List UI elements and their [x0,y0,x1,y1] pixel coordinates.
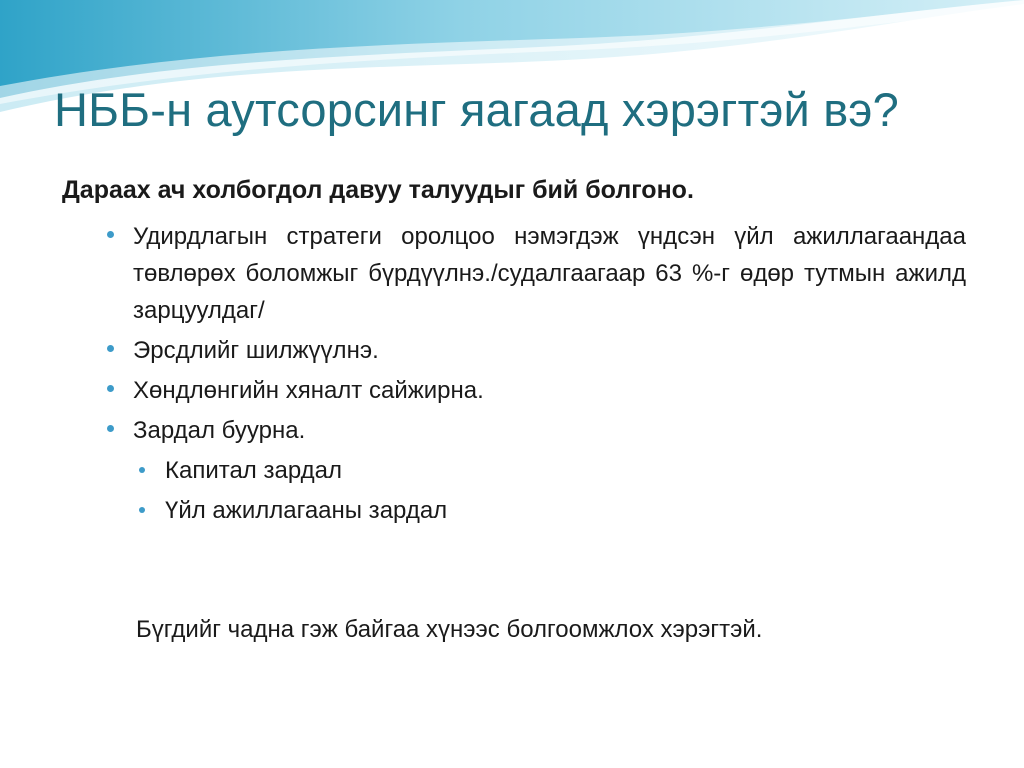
bullet-text: Хөндлөнгийн хяналт сайжирна. [133,377,484,404]
bullet-text: Эрсдлийг шилжүүлнэ. [133,337,379,364]
bullet-list [104,218,966,452]
bullet-icon [107,385,114,392]
bullet-icon [139,507,145,513]
closing-note: Бүгдийг чадна гэж байгаа хүнээс болгоомжлох хэрэгтэй. [136,616,763,643]
slide-title: НББ-н аутсорсинг яагаад хэрэгтэй вэ? [54,83,899,136]
bullet-icon [107,345,114,352]
sub-bullet-list [136,452,447,532]
sub-bullet-item [136,492,447,529]
bullet-text: Зардал буурна. [133,417,306,444]
sub-bullet-text: Үйл ажиллагааны зардал [165,497,448,524]
subheading: Дараах ач холбогдол давуу талуудыг бий болгоно. [62,176,694,204]
bullet-item [104,332,966,369]
bullet-item [104,372,966,409]
bullet-item [104,412,966,449]
sub-bullet-item [136,452,447,489]
bullet-icon [139,467,145,473]
bullet-item [104,218,966,329]
bullet-icon [107,231,114,238]
bullet-icon [107,425,114,432]
bullet-text: Удирдлагын стратеги оролцоо нэмэгдэж үндсэн үйл ажиллагаандаа төвлөрөх боломжыг бүрдүүлнэ./судалгаагаар 63 %-г өдөр тутмын ажилд зарцуулдаг/ [133,223,966,324]
sub-bullet-text: Капитал зардал [165,457,342,484]
